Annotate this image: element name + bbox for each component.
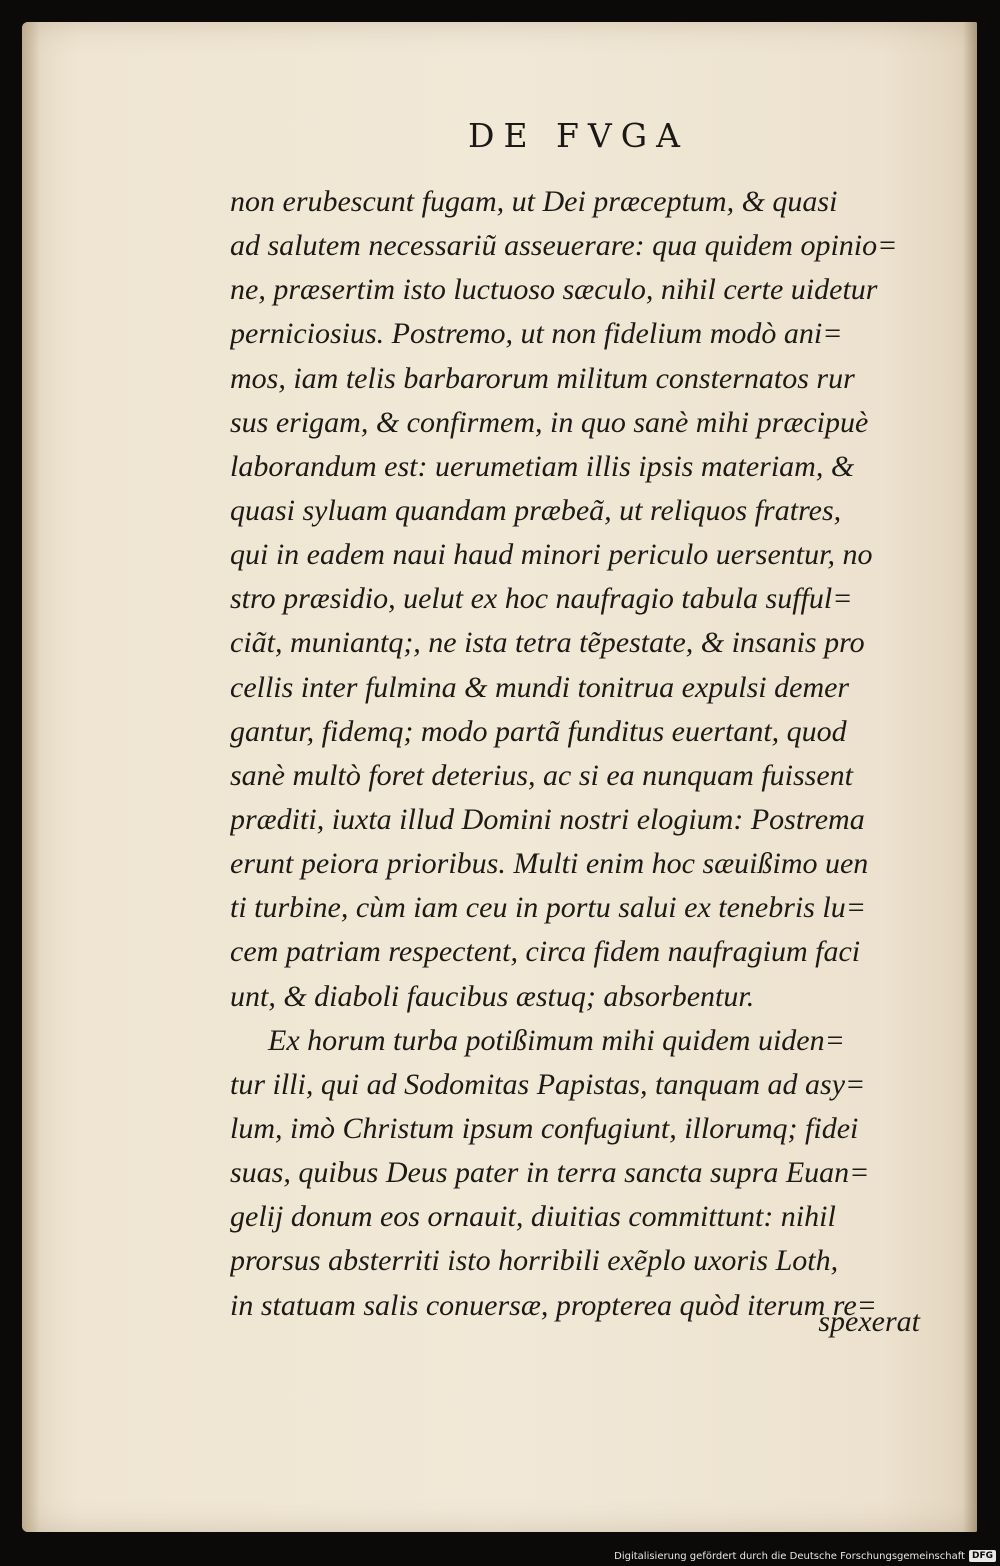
text-line: unt, & diaboli faucibus æstuq; absorbentur.	[230, 979, 755, 1013]
text-line: in statuam salis conuersæ, propterea quòd iterum re=	[230, 1288, 877, 1322]
body-text	[230, 180, 925, 1328]
text-line: præditi, iuxta illud Domini nostri elogium: Postrema	[230, 802, 865, 836]
dfg-logo: DFG	[969, 1550, 996, 1562]
text-line: lum, imò Christum ipsum confugiunt, illorumq; fidei	[230, 1111, 859, 1145]
text-line: quasi syluam quandam præbeã, ut reliquos fratres,	[230, 493, 842, 527]
digitization-credit-bar	[614, 1546, 1000, 1566]
text-line: mos, iam telis barbarorum militum consternatos rur	[230, 361, 855, 395]
text-line: ad salutem necessariũ asseuerare: qua quidem opinio=	[230, 229, 898, 263]
text-line: qui in eadem naui haud minori periculo uersentur, no	[230, 538, 873, 572]
paragraph-start-line: Ex horum turba potißimum mihi quidem uiden=	[268, 1023, 845, 1057]
text-line: erunt peiora prioribus. Multi enim hoc sæuißimo uen	[230, 847, 869, 881]
text-line: ne, præsertim isto luctuoso sæculo, nihil certe uidetur	[230, 273, 878, 307]
text-line: tur illi, qui ad Sodomitas Papistas, tanquam ad asy=	[230, 1067, 866, 1101]
text-line: prorsus absterriti isto horribili exẽplo uxoris Loth,	[230, 1244, 839, 1278]
text-line: stro præsidio, uelut ex hoc naufragio tabula sufful=	[230, 582, 853, 616]
text-line: laborandum est: uerumetiam illis ipsis materiam, &	[230, 449, 855, 483]
running-head: DE FVGA	[468, 116, 689, 155]
text-line: ciãt, muniantq;, ne ista tetra tẽpestate, & insanis pro	[230, 626, 865, 660]
text-line: ti turbine, cùm iam ceu in portu salui ex tenebris lu=	[230, 891, 866, 925]
text-line: perniciosius. Postremo, ut non fidelium modò ani=	[230, 317, 843, 351]
credit-text: Digitalisierung gefördert durch die Deutsche Forschungsgemeinschaft	[614, 1550, 965, 1562]
text-line: gelij donum eos ornauit, diuitias committunt: nihil	[230, 1200, 836, 1234]
text-line: gantur, fidemq; modo partã funditus euertant, quod	[230, 714, 847, 748]
text-line: non erubescunt fugam, ut Dei præceptum, & quasi	[230, 185, 838, 218]
text-line: cellis inter fulmina & mundi tonitrua expulsi demer	[230, 670, 850, 704]
text-line: cem patriam respectent, circa fidem naufragium faci	[230, 935, 861, 969]
text-line: sanè multò foret deterius, ac si ea nunquam fuissent	[230, 758, 853, 792]
text-line: suas, quibus Deus pater in terra sancta supra Euan=	[230, 1156, 870, 1190]
text-line: sus erigam, & confirmem, in quo sanè mihi præcipuè	[230, 405, 869, 439]
catchword: spexerat	[818, 1305, 920, 1338]
